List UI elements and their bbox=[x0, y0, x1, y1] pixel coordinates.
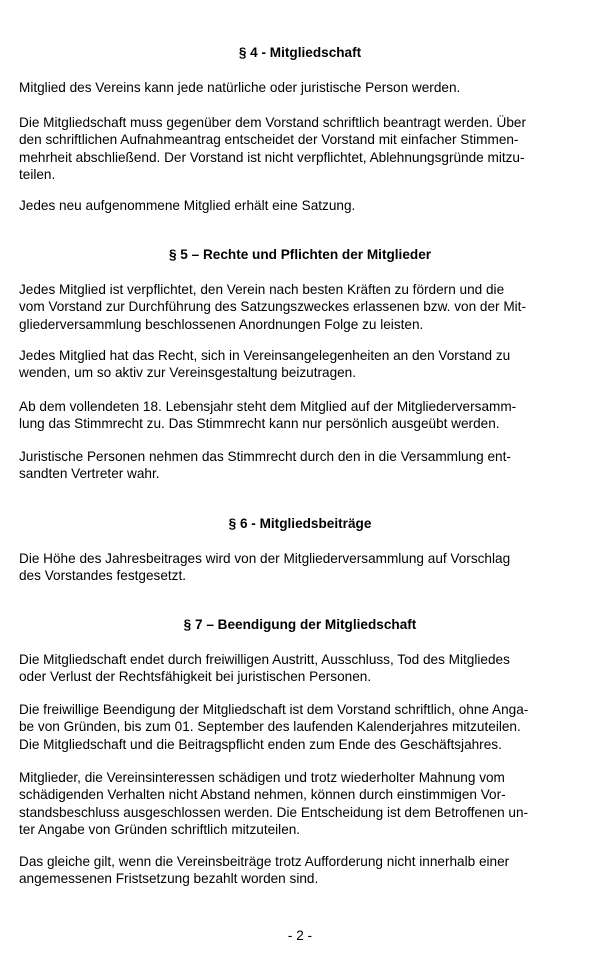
text-line: Mitglieder, die Vereinsinteressen schädigen und trotz wiederholter Mahnung vom bbox=[19, 770, 505, 785]
text-line: schädigenden Verhalten nicht Abstand nehmen, können durch einstimmigen Vor- bbox=[19, 787, 506, 803]
text-line: Die Höhe des Jahresbeitrages wird von der Mitgliederversammlung auf Vorschlag bbox=[19, 551, 511, 566]
text-line: Mitglied des Vereins kann jede natürliche oder juristische Person werden. bbox=[19, 80, 461, 95]
section-5-paragraph-3 bbox=[19, 398, 585, 433]
text-line: Jedes Mitglied ist verpflichtet, den Verein nach besten Kräften zu fördern und die bbox=[19, 282, 505, 297]
text-line: ter Angabe von Gründen schriftlich mitzuteilen. bbox=[19, 821, 301, 837]
section-5-paragraph-2 bbox=[19, 347, 585, 382]
section-7-paragraph-4 bbox=[19, 853, 585, 888]
text-line: Die Mitgliedschaft endet durch freiwilligen Austritt, Ausschluss, Tod des Mitgliedes bbox=[19, 652, 510, 667]
text-line: be von Gründen, bis zum 01. September des laufenden Kalenderjahres mitzuteilen. bbox=[19, 719, 521, 735]
section-4-paragraph-2 bbox=[19, 114, 585, 183]
section-5-heading: § 5 – Rechte und Pflichten der Mitglieder bbox=[168, 247, 432, 262]
section-4-paragraph-1 bbox=[19, 79, 585, 96]
section-5-paragraph-1 bbox=[19, 281, 585, 333]
text-line: sandten Vertreter wahr. bbox=[19, 466, 160, 482]
text-line: mehrheit abschließend. Der Vorstand ist nicht verpflichtet, Ablehnungsgründe mitzu- bbox=[19, 149, 525, 165]
text-line: Das gleiche gilt, wenn die Vereinsbeiträge trotz Aufforderung nicht innerhalb einer bbox=[19, 854, 510, 869]
text-line: den schriftlichen Aufnahmeantrag entscheidet der Vorstand mit einfacher Stimmen- bbox=[19, 132, 519, 148]
section-6-heading: § 6 - Mitgliedsbeiträge bbox=[228, 516, 372, 531]
text-line: vom Vorstand zur Durchführung des Satzungszweckes erlassenen bzw. von der Mit- bbox=[19, 299, 526, 315]
text-line: des Vorstandes festgesetzt. bbox=[19, 568, 187, 584]
text-line: Juristische Personen nehmen das Stimmrecht durch den in die Versammlung ent- bbox=[19, 449, 511, 464]
text-line: wenden, um so aktiv zur Vereinsgestaltung beizutragen. bbox=[19, 365, 357, 381]
text-line: angemessenen Fristsetzung bezahlt worden sind. bbox=[19, 871, 319, 887]
text-line: Jedes neu aufgenommene Mitglied erhält eine Satzung. bbox=[19, 198, 356, 213]
text-line: gliederversammlung beschlossenen Anordnungen Folge zu leisten. bbox=[19, 316, 424, 332]
section-4-paragraph-3 bbox=[19, 197, 585, 214]
text-line: Die Mitgliedschaft muss gegenüber dem Vorstand schriftlich beantragt werden. Über bbox=[19, 115, 527, 130]
section-7-paragraph-2 bbox=[19, 701, 585, 753]
section-6-paragraph-1 bbox=[19, 550, 585, 585]
section-7-paragraph-1 bbox=[19, 651, 585, 686]
page-number: - 2 - bbox=[287, 928, 313, 943]
text-line: Die Mitgliedschaft und die Beitragspflicht enden zum Ende des Geschäftsjahres. bbox=[19, 736, 502, 752]
section-7-heading: § 7 – Beendigung der Mitgliedschaft bbox=[183, 617, 417, 632]
text-line: Jedes Mitglied hat das Recht, sich in Vereinsangelegenheiten an den Vorstand zu bbox=[19, 348, 511, 363]
section-4-heading: § 4 - Mitgliedschaft bbox=[238, 45, 362, 60]
text-line: oder Verlust der Rechtsfähigkeit bei juristischen Personen. bbox=[19, 669, 372, 685]
section-5-paragraph-4 bbox=[19, 448, 585, 483]
section-7-paragraph-3 bbox=[19, 769, 585, 838]
text-line: Die freiwillige Beendigung der Mitgliedschaft ist dem Vorstand schriftlich, ohne Anga- bbox=[19, 702, 529, 717]
text-line: teilen. bbox=[19, 166, 56, 182]
text-line: Ab dem vollendeten 18. Lebensjahr steht dem Mitglied auf der Mitgliederversamm- bbox=[19, 399, 517, 414]
text-line: standsbeschluss ausgeschlossen werden. Die Entscheidung ist dem Betroffenen un- bbox=[19, 804, 529, 820]
text-line: lung das Stimmrecht zu. Das Stimmrecht kann nur persönlich ausgeübt werden. bbox=[19, 416, 500, 432]
